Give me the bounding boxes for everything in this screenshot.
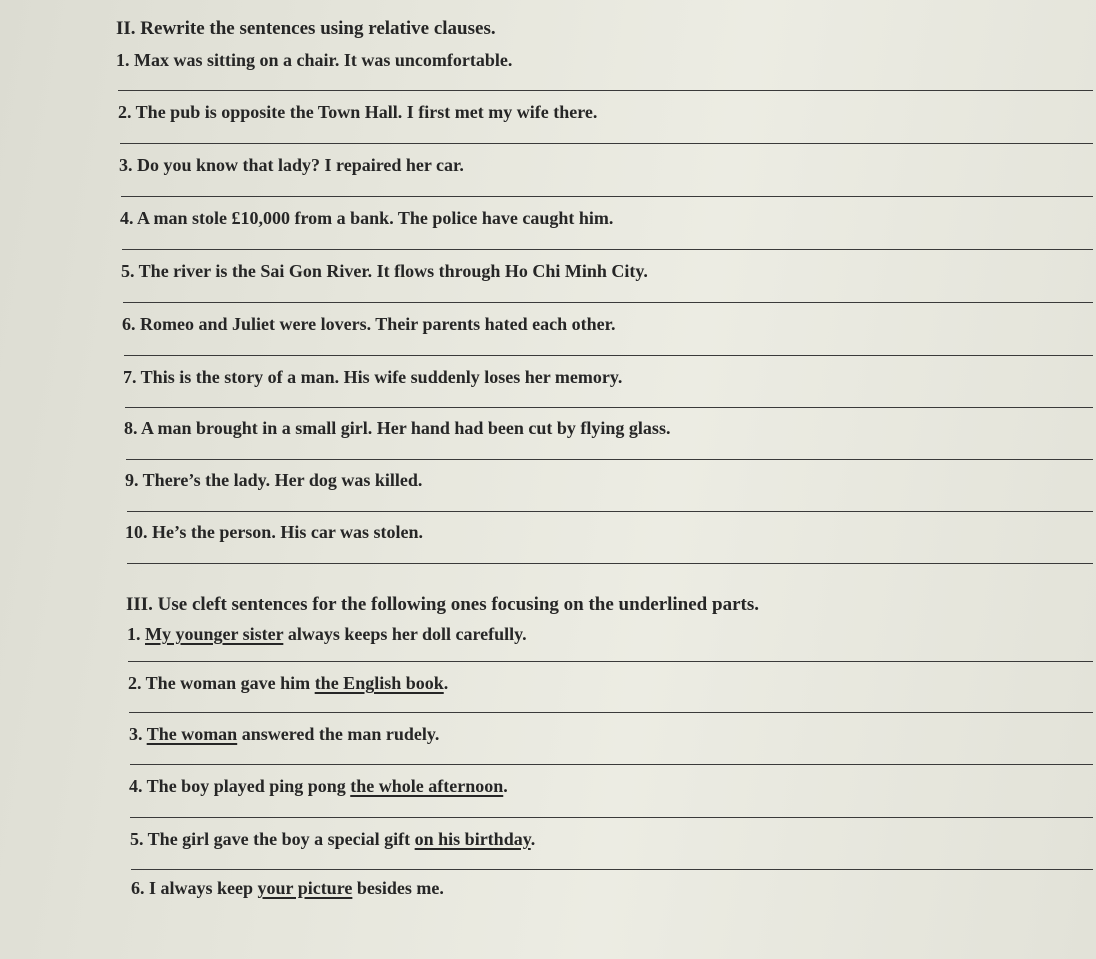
section-2-heading: II. Rewrite the sentences using relative clauses.	[116, 18, 496, 39]
answer-line[interactable]	[129, 712, 1093, 713]
exercise-3-item-5	[130, 829, 535, 850]
answer-line[interactable]	[130, 817, 1093, 818]
answer-line[interactable]	[125, 407, 1093, 408]
exercise-2-item-6: 6. Romeo and Juliet were lovers. Their parents hated each other.	[122, 314, 616, 334]
exercise-3-item-4	[129, 776, 508, 797]
exercise-3-item-6	[131, 878, 444, 899]
underlined-part: on his birthday	[414, 829, 531, 849]
underlined-part: the whole afternoon	[350, 776, 504, 796]
section-3-heading: III. Use cleft sentences for the following ones focusing on the underlined parts.	[126, 594, 759, 615]
item-text: answered the man rudely.	[237, 724, 440, 744]
answer-line[interactable]	[126, 459, 1093, 460]
answer-line[interactable]	[130, 764, 1093, 765]
exercise-2-item-3: 3. Do you know that lady? I repaired her car.	[119, 155, 464, 175]
answer-line[interactable]	[123, 302, 1093, 303]
item-text: 1.	[127, 624, 145, 644]
underlined-part: My younger sister	[145, 624, 284, 644]
item-text: always keeps her doll carefully.	[283, 624, 527, 644]
exercise-2-item-5: 5. The river is the Sai Gon River. It flows through Ho Chi Minh City.	[121, 261, 648, 281]
item-text: .	[530, 829, 536, 849]
exercise-2-item-2: 2. The pub is opposite the Town Hall. I first met my wife there.	[118, 102, 598, 122]
answer-line[interactable]	[127, 511, 1093, 512]
item-text: 3.	[129, 724, 147, 744]
answer-line[interactable]	[122, 249, 1093, 250]
item-text: 2. The woman gave him	[128, 673, 315, 693]
answer-line[interactable]	[124, 355, 1093, 356]
answer-line[interactable]	[121, 196, 1093, 197]
exercise-2-item-8: 8. A man brought in a small girl. Her hand had been cut by flying glass.	[124, 418, 671, 438]
item-text: .	[443, 673, 449, 693]
exercise-3-item-1	[127, 624, 527, 645]
exercise-2-item-1: 1. Max was sitting on a chair. It was uncomfortable.	[116, 50, 513, 70]
item-text: 4. The boy played ping pong	[129, 776, 351, 796]
item-text: 5. The girl gave the boy a special gift	[130, 829, 415, 849]
answer-line[interactable]	[127, 563, 1093, 564]
exercise-3-item-3	[129, 724, 439, 745]
underlined-part: the English book	[314, 673, 444, 693]
item-text: 6. I always keep	[131, 878, 258, 898]
item-text: besides me.	[352, 878, 444, 898]
exercise-3-item-2	[128, 673, 448, 694]
answer-line[interactable]	[120, 143, 1093, 144]
exercise-2-item-7: 7. This is the story of a man. His wife suddenly loses her memory.	[123, 367, 623, 387]
underlined-part: The woman	[146, 724, 238, 744]
answer-line[interactable]	[118, 90, 1093, 91]
answer-line[interactable]	[131, 869, 1093, 870]
exercise-2-item-9: 9. There’s the lady. Her dog was killed.	[125, 470, 423, 490]
item-text: .	[503, 776, 508, 796]
exercise-2-item-4: 4. A man stole £10,000 from a bank. The police have caught him.	[120, 208, 614, 228]
answer-line[interactable]	[128, 661, 1093, 662]
underlined-part: your picture	[257, 878, 353, 898]
exercise-2-item-10: 10. He’s the person. His car was stolen.	[125, 522, 423, 542]
